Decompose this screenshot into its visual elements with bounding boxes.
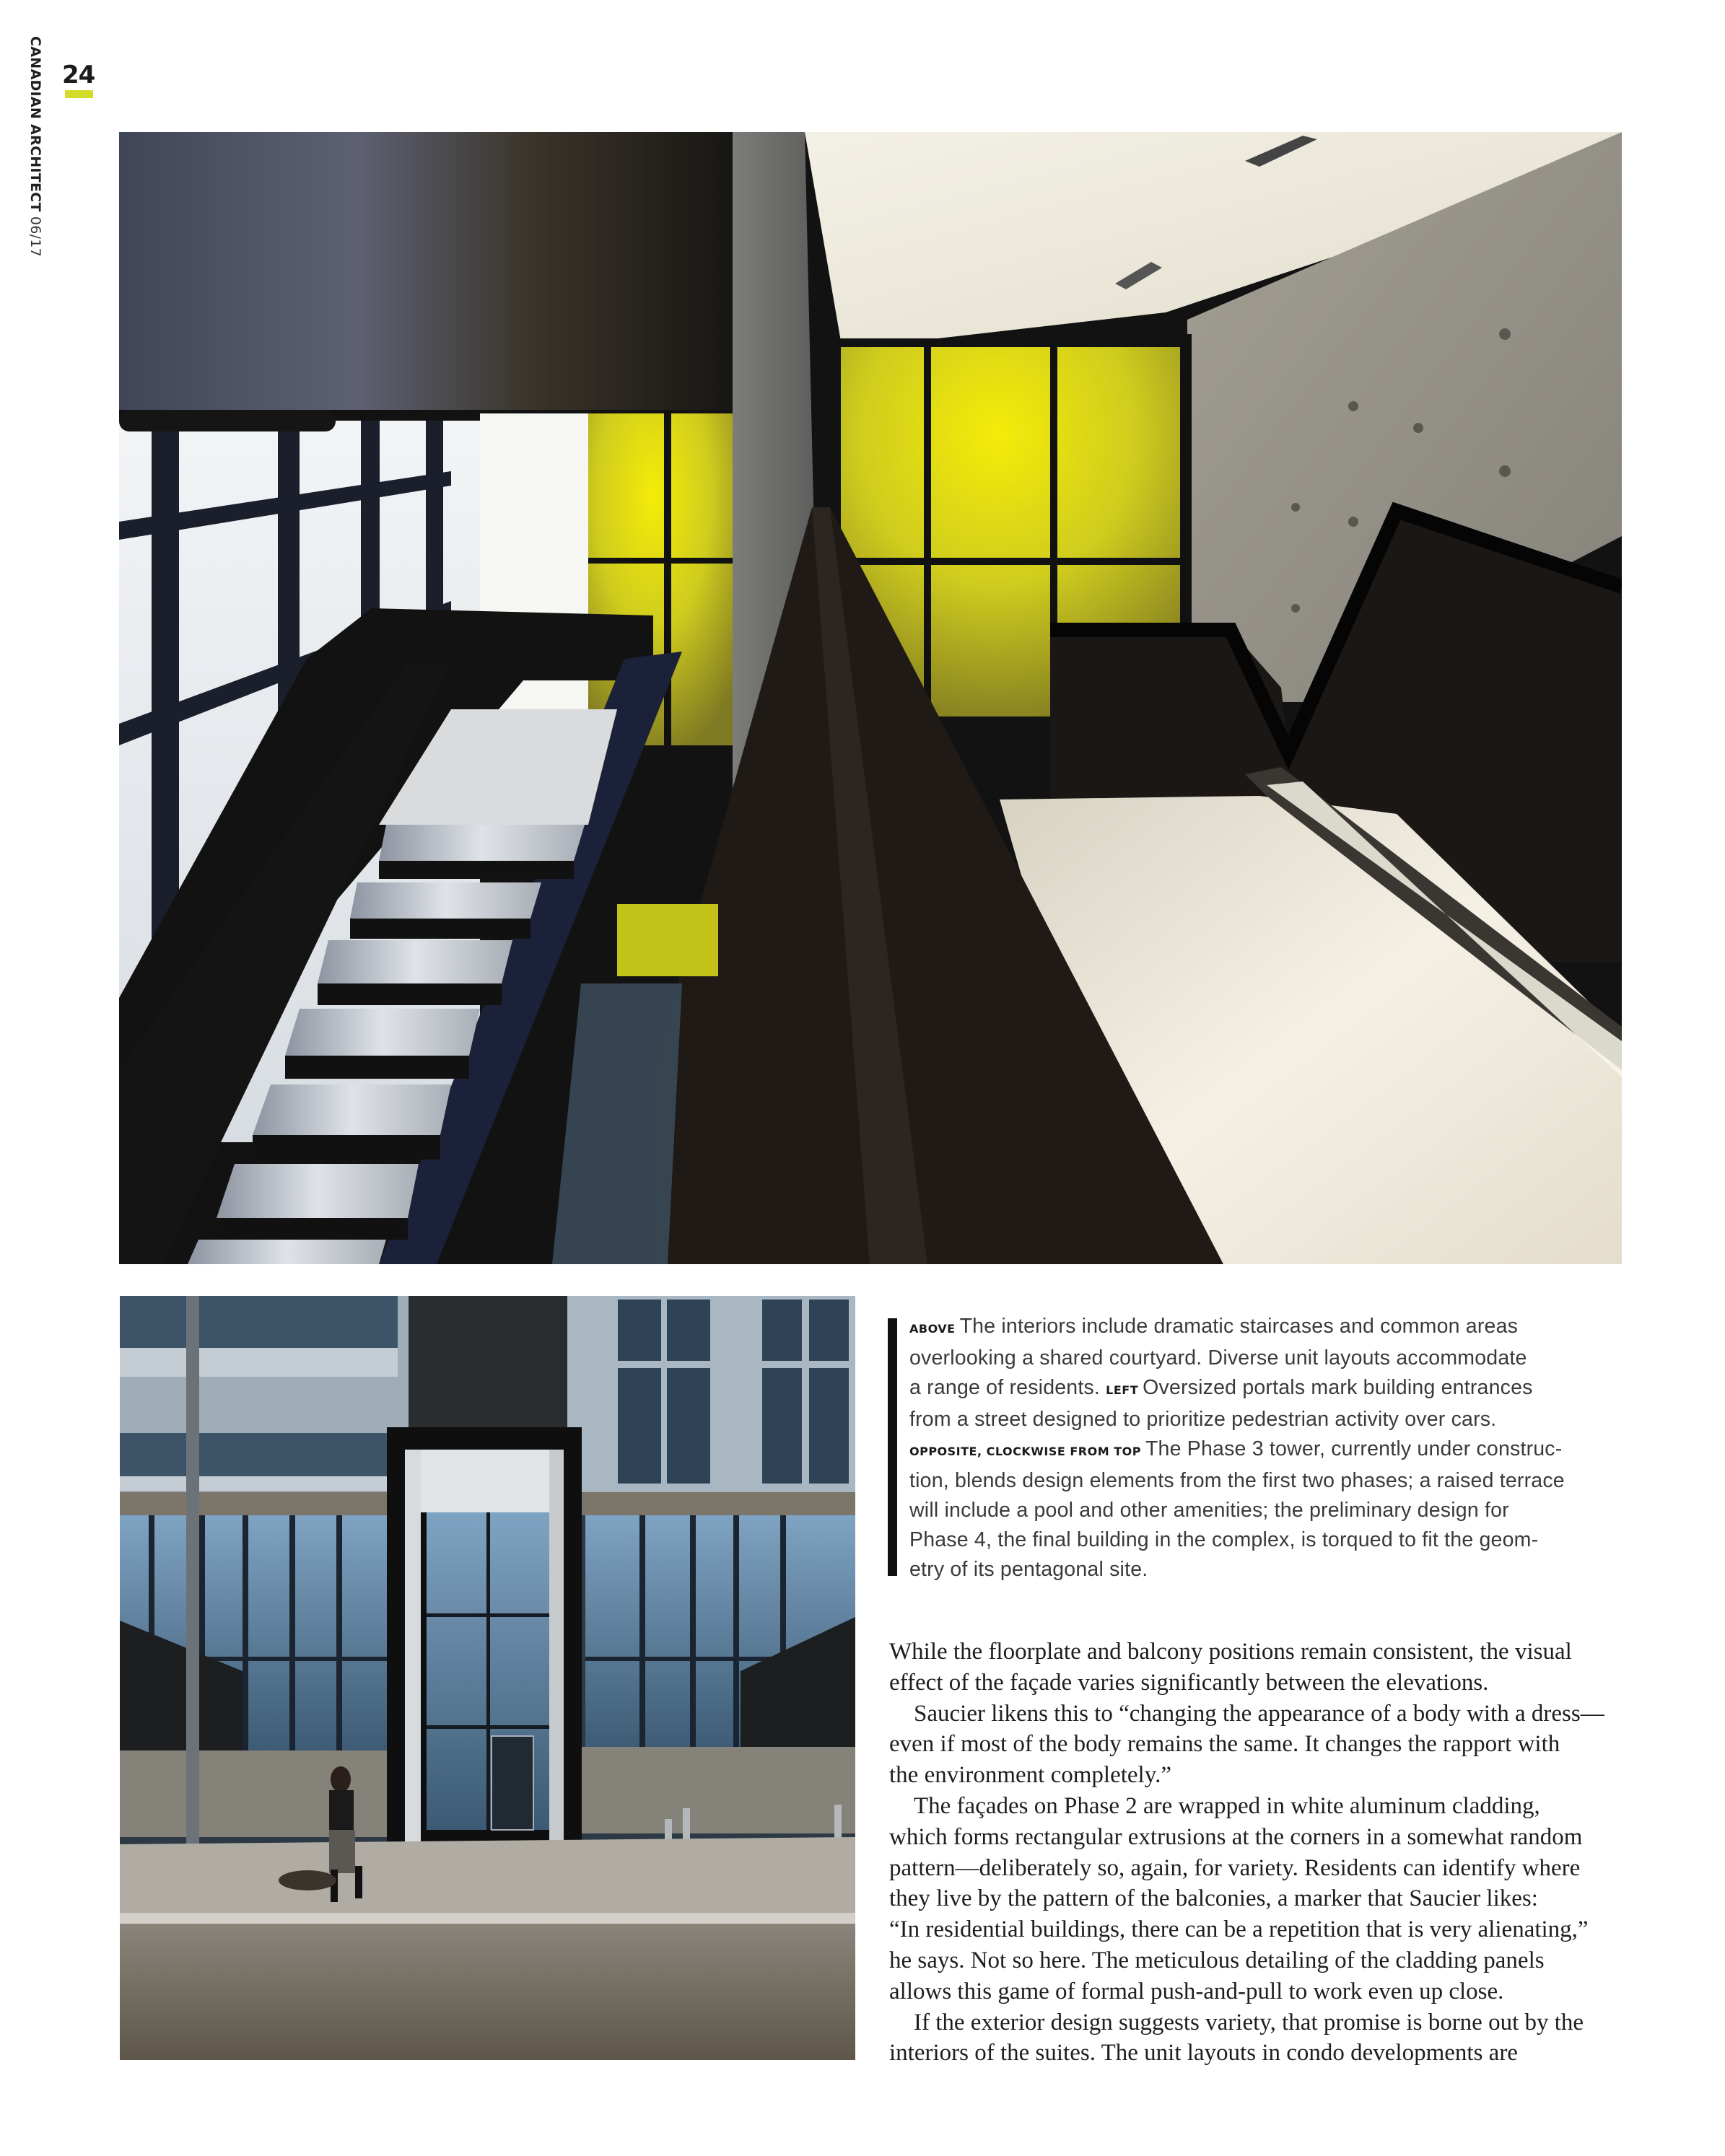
body-line: effect of the façade varies significantly between the elevations.: [889, 1669, 1489, 1696]
issue-date: 06/17: [27, 216, 43, 258]
body-line: they live by the pattern of the balconies, a marker that Saucier likes:: [889, 1885, 1538, 1912]
body-line: he says. Not so here. The meticulous detailing of the cladding panels: [889, 1947, 1545, 1973]
caption-line: tion, blends design elements from the first two phases; a raised terrace: [909, 1469, 1565, 1492]
caption-line: a range of residents. LEFT Oversized portals mark building entrances: [909, 1376, 1533, 1399]
body-line: the environment completely.”: [889, 1762, 1171, 1789]
photo-caption: [909, 1312, 1631, 1585]
caption-line: etry of its pentagonal site.: [909, 1558, 1148, 1581]
caption-line: will include a pool and other amenities; the preliminary design for: [909, 1499, 1509, 1522]
caption-kicker-left: LEFT: [1106, 1383, 1139, 1397]
caption-line: OPPOSITE, CLOCKWISE FROM TOP The Phase 3 tower, currently under construc-: [909, 1437, 1563, 1460]
caption-line: Phase 4, the final building in the complex, is torqued to fit the geom-: [909, 1528, 1539, 1551]
body-line: interiors of the suites. The unit layouts in condo developments are: [889, 2040, 1518, 2067]
photo-building-entrance: [120, 1296, 855, 2060]
body-line: If the exterior design suggests variety, that promise is borne out by the: [914, 2009, 1584, 2036]
body-line: pattern—deliberately so, again, for variety. Residents can identify where: [889, 1854, 1581, 1881]
page-number: 24: [62, 61, 95, 89]
caption-line: ABOVE The interiors include dramatic staircases and common areas: [909, 1315, 1519, 1338]
caption-kicker-opposite: OPPOSITE, CLOCKWISE FROM TOP: [909, 1445, 1141, 1458]
running-head: [26, 36, 45, 258]
caption-line: from a street designed to prioritize pedestrian activity over cars.: [909, 1408, 1497, 1431]
photo-staircase-interior: [119, 132, 1622, 1264]
magazine-name: CANADIAN ARCHITECT: [27, 36, 43, 212]
caption-line: overlooking a shared courtyard. Diverse unit layouts accommodate: [909, 1346, 1527, 1370]
caption-rule: [888, 1318, 897, 1576]
body-line: allows this game of formal push-and-pull to work even up close.: [889, 1978, 1504, 2004]
body-line: The façades on Phase 2 are wrapped in white aluminum cladding,: [914, 1792, 1540, 1819]
body-line: which forms rectangular extrusions at the corners in a somewhat random: [889, 1823, 1583, 1850]
body-line: While the floorplate and balcony positions remain consistent, the visual: [889, 1639, 1572, 1665]
body-line: even if most of the body remains the same. It changes the rapport with: [889, 1731, 1560, 1758]
page-number-accent-bar: [65, 90, 93, 98]
staircase-illustration: [119, 132, 1622, 1264]
body-line: Saucier likens this to “changing the appearance of a body with a dress—: [914, 1700, 1604, 1727]
entrance-illustration: [120, 1296, 855, 2060]
body-line: “In residential buildings, there can be a repetition that is very alienating,”: [889, 1916, 1589, 1943]
article-body: [889, 1636, 1625, 2069]
caption-kicker-above: ABOVE: [909, 1322, 956, 1336]
